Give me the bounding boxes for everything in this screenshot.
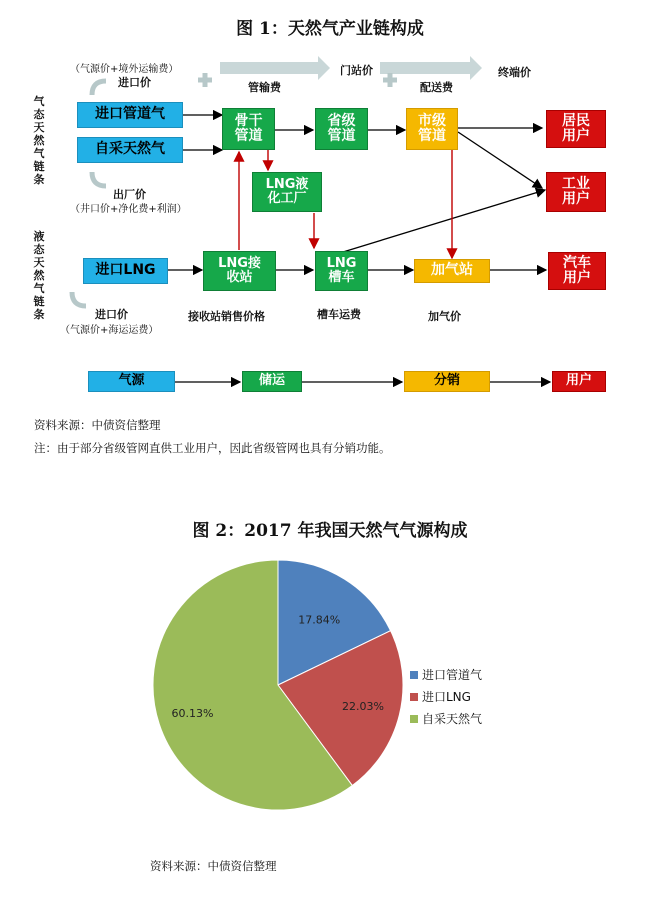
industrial-line1: 工业 (562, 175, 590, 192)
lng-import-price-label: 进口价 (95, 308, 128, 321)
node-lng-plant (252, 172, 322, 212)
legend-label-import-lng: 进口LNG (422, 690, 471, 704)
node-backbone-pipeline (222, 108, 275, 150)
gate-price-label: 门站价 (340, 64, 373, 77)
figure1-source-note: 资料来源：中债资信整理 (34, 418, 161, 432)
legend-swatch-red (410, 693, 418, 701)
node-lng-tanker (315, 251, 368, 291)
legend-label-import-pipeline: 进口管道气 (422, 668, 483, 682)
backbone-line2: 管道 (234, 128, 263, 144)
lng-plant-line1: LNG液 (265, 176, 309, 192)
distribution-fee-label: 配送费 (420, 81, 453, 94)
terminal-sale-price-label: 接收站销售价格 (188, 310, 265, 323)
city-line1: 市级 (418, 112, 446, 129)
city-line2: 管道 (418, 128, 446, 144)
source-price-note: （气源价+境外运输费） (70, 64, 179, 75)
legend-label-domestic: 自采天然气 (422, 712, 483, 726)
pie-label-0: 17.84% (298, 613, 341, 627)
figure1-remark: 注：由于部分省级管网直供工业用户，因此省级管网也具有分销功能。 (34, 441, 391, 455)
pipeline-fee-label: 管输费 (248, 81, 281, 94)
lng-tanker-line1: LNG (326, 255, 357, 271)
node-provincial-pipeline (315, 108, 368, 150)
node-import-pipeline-gas: 进口管道气 (77, 102, 183, 128)
pie-chart (0, 540, 660, 840)
chain-user: 用户 (552, 371, 606, 392)
legend-swatch-blue (410, 671, 418, 679)
node-city-pipeline (406, 108, 458, 150)
lng-terminal-line1: LNG接 (218, 255, 261, 271)
node-import-lng: 进口LNG (83, 258, 168, 284)
node-industrial-user (546, 172, 606, 212)
node-lng-terminal (203, 251, 276, 291)
lng-tanker-line2: 槽车 (328, 270, 355, 285)
chain-storage: 储运 (242, 371, 302, 392)
pie-slices (153, 560, 403, 810)
chain-distribution: 分销 (404, 371, 490, 392)
lng-chain-side-label: 液态天然气链条 (33, 230, 45, 321)
legend-item-import-pipeline (410, 666, 482, 683)
price-arrow-2 (380, 56, 482, 80)
lng-plant-line2: 化工厂 (267, 191, 307, 206)
station-price-label: 加气价 (428, 310, 461, 323)
import-price-label: 进口价 (118, 76, 151, 89)
lng-source-note: （气源价+海运运费） (60, 325, 159, 336)
factory-price-label: 出厂价 (113, 188, 146, 201)
figure1-title: 图 1：天然气产业链构成 (236, 19, 424, 39)
figure2-source-note: 资料来源：中债资信整理 (150, 859, 277, 873)
node-vehicle-user (548, 252, 606, 290)
gas-chain-side-label: 气态天然气链条 (33, 95, 45, 186)
tanker-fee-label: 槽车运费 (317, 308, 361, 321)
factory-price-note: （井口价+净化费+利润） (70, 204, 187, 215)
price-arrow-1 (220, 56, 330, 80)
end-price-label: 终端价 (498, 66, 531, 79)
residential-line1: 居民 (562, 112, 590, 129)
provincial-line2: 管道 (327, 128, 356, 144)
provincial-line1: 省级 (327, 112, 356, 129)
industrial-line2: 用户 (562, 191, 590, 207)
pie-label-1: 22.03% (341, 699, 384, 713)
legend-swatch-green (410, 715, 418, 723)
vehicle-line2: 用户 (563, 270, 591, 286)
pie-label-2: 60.13% (171, 707, 214, 721)
chain-source: 气源 (88, 371, 175, 392)
lng-terminal-line2: 收站 (226, 270, 253, 285)
node-domestic-gas: 自采天然气 (77, 137, 183, 163)
backbone-line1: 骨干 (234, 112, 263, 129)
figure2-title: 图 2：2017 年我国天然气气源构成 (192, 521, 468, 541)
vehicle-line1: 汽车 (563, 254, 591, 271)
residential-line2: 用户 (562, 128, 590, 144)
node-gas-station: 加气站 (414, 259, 490, 283)
legend-item-import-lng (410, 688, 471, 705)
node-residential-user (546, 110, 606, 148)
legend-item-domestic (410, 710, 482, 727)
